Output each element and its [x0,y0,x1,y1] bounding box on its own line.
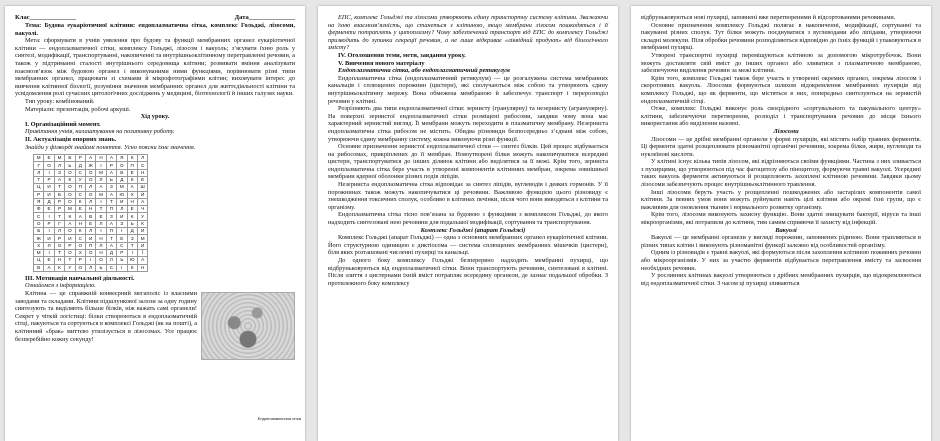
fillword-cell: П [106,206,116,213]
vacuoles-paragraph-1: Вакуолі — це мембранні органели у вигляді порожнин, заповнених рідиною. Вони трапляються в різних типах клітин і виконують різноманітні функції залежно від особливостей організму. [641,234,921,249]
fillword-cell: М [137,235,147,242]
fillword-cell: М [96,169,106,176]
fillword-cell: У [137,213,147,220]
fillword-cell: О [85,191,95,198]
fillword-cell: А [65,220,75,227]
fillword-cell: Х [34,242,44,249]
fillword-cell: І [96,162,106,169]
fillword-cell: Д [75,162,85,169]
fillword-cell: О [65,249,75,256]
fillword-cell: Н [96,249,106,256]
fillword-cell: У [65,264,75,271]
fillword-cell: С [75,169,85,176]
fillword-cell: З [106,184,116,191]
fillword-cell: М [96,191,106,198]
fillword-cell: П [127,162,137,169]
fillword-cell: Ю [127,257,137,264]
fillword-cell: Н [54,257,64,264]
fillword-cell: Ь [96,264,106,271]
fillword-cell: Н [96,155,106,162]
fillword-cell: И [117,213,127,220]
fillword-cell: М [117,184,127,191]
lysosomes-paragraph-3: Інші лізосоми беруть участь у розщепленні пошкоджених або застарілих компонентів самої клітини. За певних умов вони можуть руйнувати навіть цілі клітини або окремі їхні групи, що є важливим для оновлення тканин і нормального розвитку організму. [641,188,921,211]
fillword-cell: Ї [137,249,147,256]
fillword-cell: Л [96,242,106,249]
fillword-cell: Л [85,198,95,205]
fillword-cell: Г [54,220,64,227]
fillword-cell: Н [85,206,95,213]
lesson-goal: Мета: сформувати в учнів уявлення про будову та функції мембранних органел еукаріотичної клітини — ендоплазматичної сітки, комплексу Гольджі, лізосом і вакуоль; з’ясувати їхню роль у синтезі, модифікації, транспортуванні, накопиченні та внутрішньоклітинному перетравленні речовин, а також у підтриманні сталості внутрішнього середовища клітини; розвивати вміння аналізувати взаємозв’язок між будовою органел і виконуваними ними функціями, порівнювати різні типи мембранних органел, працювати зі схемами й мікрофотографіями клітин; виховувати інтерес до вивчення клітинної біології, розуміння значення мембранних органел для життєдіяльності клітини та усвідомлення ролі сучасних цитологічних досліджень у медицині, біотехнології й інших галузях науки. [15,37,295,98]
fillword-cell: Б [34,228,44,235]
fillword-row [34,176,148,183]
fillword-cell: Х [127,191,137,198]
fillword-cell: Я [34,198,44,205]
fillword-row [34,206,148,213]
fillword-cell: Т [54,184,64,191]
fillword-cell: А [137,198,147,205]
fillword-cell: Ю [117,191,127,198]
fillword-cell: Ь [127,220,137,227]
fillword-cell: И [44,191,54,198]
fillword-row [34,155,148,162]
date-label: Дата______________ [234,14,295,21]
page-2 [318,6,618,441]
section-2-heading: ІІ. Актуалізація опорних знань. [25,135,117,143]
er-microphotograph [201,292,295,360]
er-paragraph-5: Ендоплазматична сітка тісно пов’язана за будовою з функціями з комплексом Гольджі, до якого надходить синтезовані нею речовини для подальшої модифікації, сортування та транспортування. [328,211,608,227]
fillword-cell: М [34,155,44,162]
fillword-cell: Т [127,242,137,249]
fillword-cell: Й [137,191,147,198]
er-subheading: Ендоплазматична сітка, або ендоплазматичний ретикулум [338,67,510,75]
fillword-cell: И [117,198,127,205]
fillword-row [34,220,148,227]
fillword-cell: Х [75,249,85,256]
fillword-cell: А [54,176,64,183]
fillword-cell: Л [44,242,54,249]
fillword-cell: З [54,169,64,176]
fillword-cell: И [137,228,147,235]
fillword-cell: И [65,235,75,242]
fillword-cell: Е [137,176,147,183]
lesson-materials: Матеріали: презентація, робочі аркуші. [25,105,131,113]
fillword-cell: Р [75,257,85,264]
fillword-cell: К [127,155,137,162]
fillword-cell: С [137,162,147,169]
fillword-cell: И [44,235,54,242]
fillword-cell: Е [44,257,54,264]
fillword-cell: Л [85,264,95,271]
fillword-cell: З [127,235,137,242]
fillword-row [34,184,148,191]
intro-questions: ЕПС, комплекс Гольджі та лізосоми утворюють єдину транспортну систему клітини. Зважаючи на їхню взаємозв’язність, що станеться з клітиною, якщо мембрани лізосом пошкодяться і її ферменти потраплять у цитоплазму? Чому забезпечений транспорт від ЕПС до комплексу Гольджі призводить до зупинки секреції речовин, а не лише відкриває «ліквідний продукт» від біологічного змісту? [328,14,608,52]
golgi-paragraph-2: До одного боку комплексу Гольджі безперервно надходять мембранні пухирці, що відбруньковуються від ендоплазматичної сітки. Вони транспортують речовини, синтезовані в клітині. Після злиття з цистернами їхній вміст потрапляє всередину органели, де зазнає подальшої обробки. З протилежного боку комплексу [328,257,608,287]
fillword-cell: С [75,235,85,242]
fillword-cell: Н [75,220,85,227]
fillword-cell: Р [54,198,64,205]
fillword-row [34,249,148,256]
fillword-cell: В [34,264,44,271]
fillword-cell: Н [137,264,147,271]
fillword-cell: Е [44,206,54,213]
page-1 [5,6,305,441]
fillword-cell: Н [96,235,106,242]
fillword-cell: А [106,242,116,249]
section-2-note: Знайди у філворді знайомі поняття. Усно поясни їхнє значення. [25,143,196,151]
fillword-cell: О [65,191,75,198]
fillword-cell: Т [65,257,75,264]
fillword-cell: Р [65,242,75,249]
fillword-cell: Р [44,176,54,183]
fillword-cell: І [44,169,54,176]
fillword-cell: Ь [117,257,127,264]
fillword-row [34,228,148,235]
fillword-cell: О [34,220,44,227]
image-caption: Ендоплазматична сітка [257,416,301,421]
fillword-cell: З [106,213,116,220]
vacuoles-paragraph-3: У рослинних клітинах вакуолі утворюються з дрібних мембранних пухирців, що відокремлюються від ендоплазматичної сітки. З часом ці пухирці зливаються [641,272,921,287]
fillword-cell: А [137,257,147,264]
fillword-cell: Е [127,169,137,176]
fillword-cell: П [106,228,116,235]
fillword-cell: К [54,264,64,271]
fillword-cell: Л [54,228,64,235]
fillword-cell: И [85,235,95,242]
fillword-cell: Р [117,249,127,256]
fillword-row [34,162,148,169]
fillword-cell: І [44,228,54,235]
fillword-cell: С [34,213,44,220]
fillword-cell: О [85,249,95,256]
golgi-paragraph-6: Крім того, комплекс Гольджі також бере участь в утворенні окремих органел, зокрема лізосом і скоротливих вакуоль. Лізосоми формуються шляхом відокремлення мембранних пухирців від комплексу Гольджі, що як ферменти, що містяться в них, попередньо синтезуються на зернистій ендоплазматичній сітці. [641,74,921,105]
fillword-cell: І [117,264,127,271]
fillword-row [34,169,148,176]
fillword-cell: А [127,184,137,191]
fillword-cell: З [117,220,127,227]
fillword-cell: М [65,206,75,213]
fillword-cell: Р [34,191,44,198]
fillword-cell: І [44,213,54,220]
er-paragraph-2: Розрізняють два типи ендоплазматичної сітки: зернисту (гранулярну) та незернисту (агранулярну). На поверхні зернистої ендоплазматичної сітки розміщені рибосоми, завдяки чому вона має характерний зернистий вигляд. Її мембрани можуть переходити в плазматичну мембрану. Незерниста ендоплазматична сітка рибосом не містить. Обидва різновиди безпосередньо з’єднані між собою, утворюючи єдину мембранну систему, кожна виконуючи різні функції. [328,105,608,143]
vacuoles-paragraph-2: Одним із різновидів є травні вакуолі, які формуються після захоплення клітиною поживних речовин або мікроорганізмів. У них за участю ферментів відбувається перетравлення вмісту та засвоєння необхідних речовин. [641,249,921,272]
fillword-row [34,257,148,264]
fillword-cell: В [85,213,95,220]
fillword-cell: Р [44,220,54,227]
fillword-cell: К [75,228,85,235]
fillword-cell: О [117,162,127,169]
fillword-cell: Ч [137,206,147,213]
fillword-cell: В [117,169,127,176]
fillword-cell: Л [117,206,127,213]
vacuoles-subheading: Вакуолі [775,226,797,234]
lysosomes-paragraph-4: Крім того, лізосоми виконують захисну функцію. Вони здатні знищувати бактерії, віруси та інші мікроорганізми, які потрапили до клітини, тим самим сприяючи її захисту від інфекцій. [641,211,921,227]
golgi-paragraph-5: Утворені транспортні пухирці переміщуються клітиною за допомогою мікротрубочок. Вони можуть доставляти свій вміст до інших органел або зливатися з плазматичною мембраною, забезпечуючи виділення речовин за межі клітини. [641,51,921,75]
fillword-cell: І [96,228,106,235]
golgi-paragraph-1: Комплекс Гольджі (апарат Гольджі) — одна з основних мембранних органел еукаріотичної клітини. Його структурною одиницею є диктіосома — система сплющених мембранних мішечків (цистерн), біля яких розташовані численні пухирці та канальці. [328,234,608,257]
lysosomes-paragraph-1: Лізосоми — це дрібні мембранні органели у формі пухирців, які містять набір травних ферментів. Ці ферменти здатні розщеплювати різноманітні органічні речовини, зокрема білки, жири, вуглеводи та нуклеїнові кислоти. [641,135,921,158]
fillword-cell: Ж [85,162,95,169]
fillword-cell: А [106,169,116,176]
fillword-cell: А [44,264,54,271]
fillword-cell: Л [85,228,95,235]
header-row [15,14,295,22]
golgi-paragraph-4: Основне призначення комплексу Гольджі полягає в накопиченні, модифікації, сортуванні та пакуванні різних сполук. Тут білки можуть поєднуватися з вуглеводами або ліпідами, утворюючи складні молекули. Піля обробки речовини розподіляються відповідно до їхніх функцій і упаковуються в мембранні пухирці. [641,21,921,52]
fillword-cell: Т [106,235,116,242]
lesson-progress-heading: Хід уроку. [140,113,170,121]
fillword-cell: Ф [34,206,44,213]
fillword-cell: А [75,213,85,220]
fillword-cell: І [117,228,127,235]
er-paragraph-4: Незерниста ендоплазматична сітка відповідає за синтез ліпідів, вуглеводів і деяких гормонів. У її порожнинах також можуть накопичуватися ці речовини. Важливою функцією цього різновиду є знешкодження токсичних сполук, особливо в клітинах печінки, після чого вони виводяться з клітини та організму. [328,181,608,211]
page-3 [631,6,931,441]
section-5-heading: V. Вивчення нового матеріалу [338,59,425,67]
section-1-note: Привітання учнів, налаштування на позитивну роботу. [25,128,175,136]
class-label: Клас______________ [15,14,76,21]
fillword-cell: Л [34,169,44,176]
fillword-row [34,235,148,242]
fillword-cell: П [75,184,85,191]
fillword-cell: О [85,169,95,176]
fillword-cell: И [44,184,54,191]
fillword-cell: П [85,242,95,249]
fillword-cell: Е [117,235,127,242]
er-paragraph-3: Основне призначення зернистої ендоплазматичної сітки — синтез білків. Цей процес відбувається на рибосомах, прикріплених до її мембран. Новоутворені білки можуть накопичуватися всередині цистерн, транспортуватися до інших ділянок клітини або виділятися за її межі. Крім того, зерниста ендоплазматична сітка бере участь в утворенні компонентів клітинних мембран, зокрема зовнішньої мембрани ядерної оболонки різних подів ліпідів. [328,143,608,181]
fillword-cell: А [96,184,106,191]
fillword-cell: М [34,249,44,256]
fillword-row [34,264,148,271]
fillword-cell: О [65,184,75,191]
fillword-cell: Т [54,213,64,220]
lesson-topic: Тема: Будова еукаріотичної клітини: ендоплазматична сітка, комплекс Гольджі, лізосоми, вакуолі. [15,22,295,37]
fillword-cell: Е [127,206,137,213]
fillword-cell: Ш [137,184,147,191]
fillword-cell: І [127,249,137,256]
motivation-text: Клітина — це справжній конвеєрний мегаполіс із власними заводами та складами. Клітини підшлункової залози за одну годину синтезують та виділяють більше білків, ніж важать самі органели! Секрет у чіткій логістиці: білки створюються в ендоплазматичній сітці, пакуються та сортуються в комплексі Гольджі (як на пошті), а клітинний «брак» миттєво утилізується в лізосомах. Усе працює безперебійно кожну секунду! [15,290,197,343]
fillword-cell: Л [106,257,116,264]
fillword-cell: Ь [106,176,116,183]
fillword-cell: К [137,220,147,227]
fillword-cell: О [96,257,106,264]
fillword-cell: Л [54,162,64,169]
fillword-cell: К [127,213,137,220]
golgi-paragraph-3: відбруньковуються нові пухирці, заповнені вже перетвореними й відсортованими речовинами. [641,14,896,21]
fillword-cell: О [54,242,64,249]
fillword-cell: Р [106,162,116,169]
fillword-cell: Д [117,176,127,183]
fillword-cell: Р [54,206,64,213]
fillword-cell: Е [85,220,95,227]
fillword-cell: Е [96,213,106,220]
fillword-cell: Л [96,220,106,227]
fillword-cell: Ь [65,162,75,169]
fillword-cell: Н [127,198,137,205]
lesson-type: Тип уроку: комбінований. [25,97,95,105]
fillword-cell: Р [54,235,64,242]
fillword-cell: Т [34,176,44,183]
fillword-cell: С [75,191,85,198]
fillword-cell: Т [54,249,64,256]
lysosomes-paragraph-2: У клітині існує кілька типів лізосом, які відрізняються своїми функціями. Частина з них зливається з пухирцями, що утворюються під час фагоцитозу або піноцитозу, формуючи травні вакуолі. Усередині таких вакуоль ферменти активуються й розщеплюють захоплені клітиною речовини. Завдяки цьому лізосоми забезпечують процес внутрішньоклітинного травлення. [641,158,921,189]
fillword-cell: І [44,249,54,256]
fillword-cell: У [75,176,85,183]
fillword-cell: Е [75,206,85,213]
fillword-cell: О [75,242,85,249]
golgi-paragraph-7: Отже, комплекс Гольджі виконує роль своєрідного «сортувального та пакувального центру» клітини, забезпечуючи перетворення, розподіл і транспортування речовин до місця їхнього використання або виділення назовні. [641,105,921,128]
fillword-row [34,191,148,198]
fillword-cell: К [65,213,75,220]
section-3-heading: ІІІ. Мотивація навчальної діяльності. [25,274,135,282]
fillword-grid [33,154,148,272]
fillword-cell: О [85,176,95,183]
fillword-cell: О [65,169,75,176]
fillword-cell: О [65,198,75,205]
fillword-cell: И [137,242,147,249]
section-3-note: Ознайомся з інформацією. [25,282,96,290]
fillword-cell: К [65,176,75,183]
fillword-cell: Г [34,162,44,169]
fillword-cell: Л [85,184,95,191]
fillword-cell: Д [106,249,116,256]
fillword-cell: Т [96,206,106,213]
fillword-cell: І [85,257,95,264]
lysosomes-subheading: Лізосоми [773,127,799,135]
golgi-subheading: Комплекс Гольджі (апарат Гольджі) [420,226,526,234]
fillword-cell: О [44,162,54,169]
fillword-cell: К [127,264,137,271]
fillword-cell: О [65,228,75,235]
fillword-cell: М [54,155,64,162]
fillword-cell: Ц [34,184,44,191]
section-4-heading: IV. Оголошення теми, мети, завдання уроку. [338,51,466,59]
er-paragraph-1: Ендоплазматична сітка (ендоплазматичний ретикулум) — це розгалужена система мембранних канальців і сплющених порожнин (цистерн), які сполучаються між собою та утворюють єдину внутрішньоклітинну мережу. Вона обмежена мембраною й забезпечує транспорт і перерозподіл речовин у клітині. [328,74,608,105]
fillword-row [34,242,148,249]
fillword-cell: Н [137,169,147,176]
fillword-cell: Е [44,155,54,162]
fillword-cell: А [106,155,116,162]
fillword-cell: Л [137,155,147,162]
fillword-cell: Р [75,155,85,162]
fillword-cell: А [106,191,116,198]
fillword-cell: К [127,176,137,183]
fillword-cell: Ц [34,257,44,264]
fillword-row [34,213,148,220]
fillword-cell: Ж [34,235,44,242]
fillword-cell: К [75,198,85,205]
fillword-cell: С [117,242,127,249]
fillword-cell: Б [54,191,64,198]
fillword-cell: Л [96,176,106,183]
fillword-cell: А [85,155,95,162]
fillword-cell: Я [117,155,127,162]
fillword-cell: І [96,198,106,205]
fillword-cell: Б [65,155,75,162]
section-1-heading: І. Організаційний момент. [25,120,101,128]
fillword-cell: О [75,264,85,271]
fillword-cell: С [106,264,116,271]
fillword-cell: Д [44,198,54,205]
fillword-cell: А [106,220,116,227]
fillword-cell: Т [106,198,116,205]
fillword-row [34,198,148,205]
fillword-cell: Д [127,228,137,235]
